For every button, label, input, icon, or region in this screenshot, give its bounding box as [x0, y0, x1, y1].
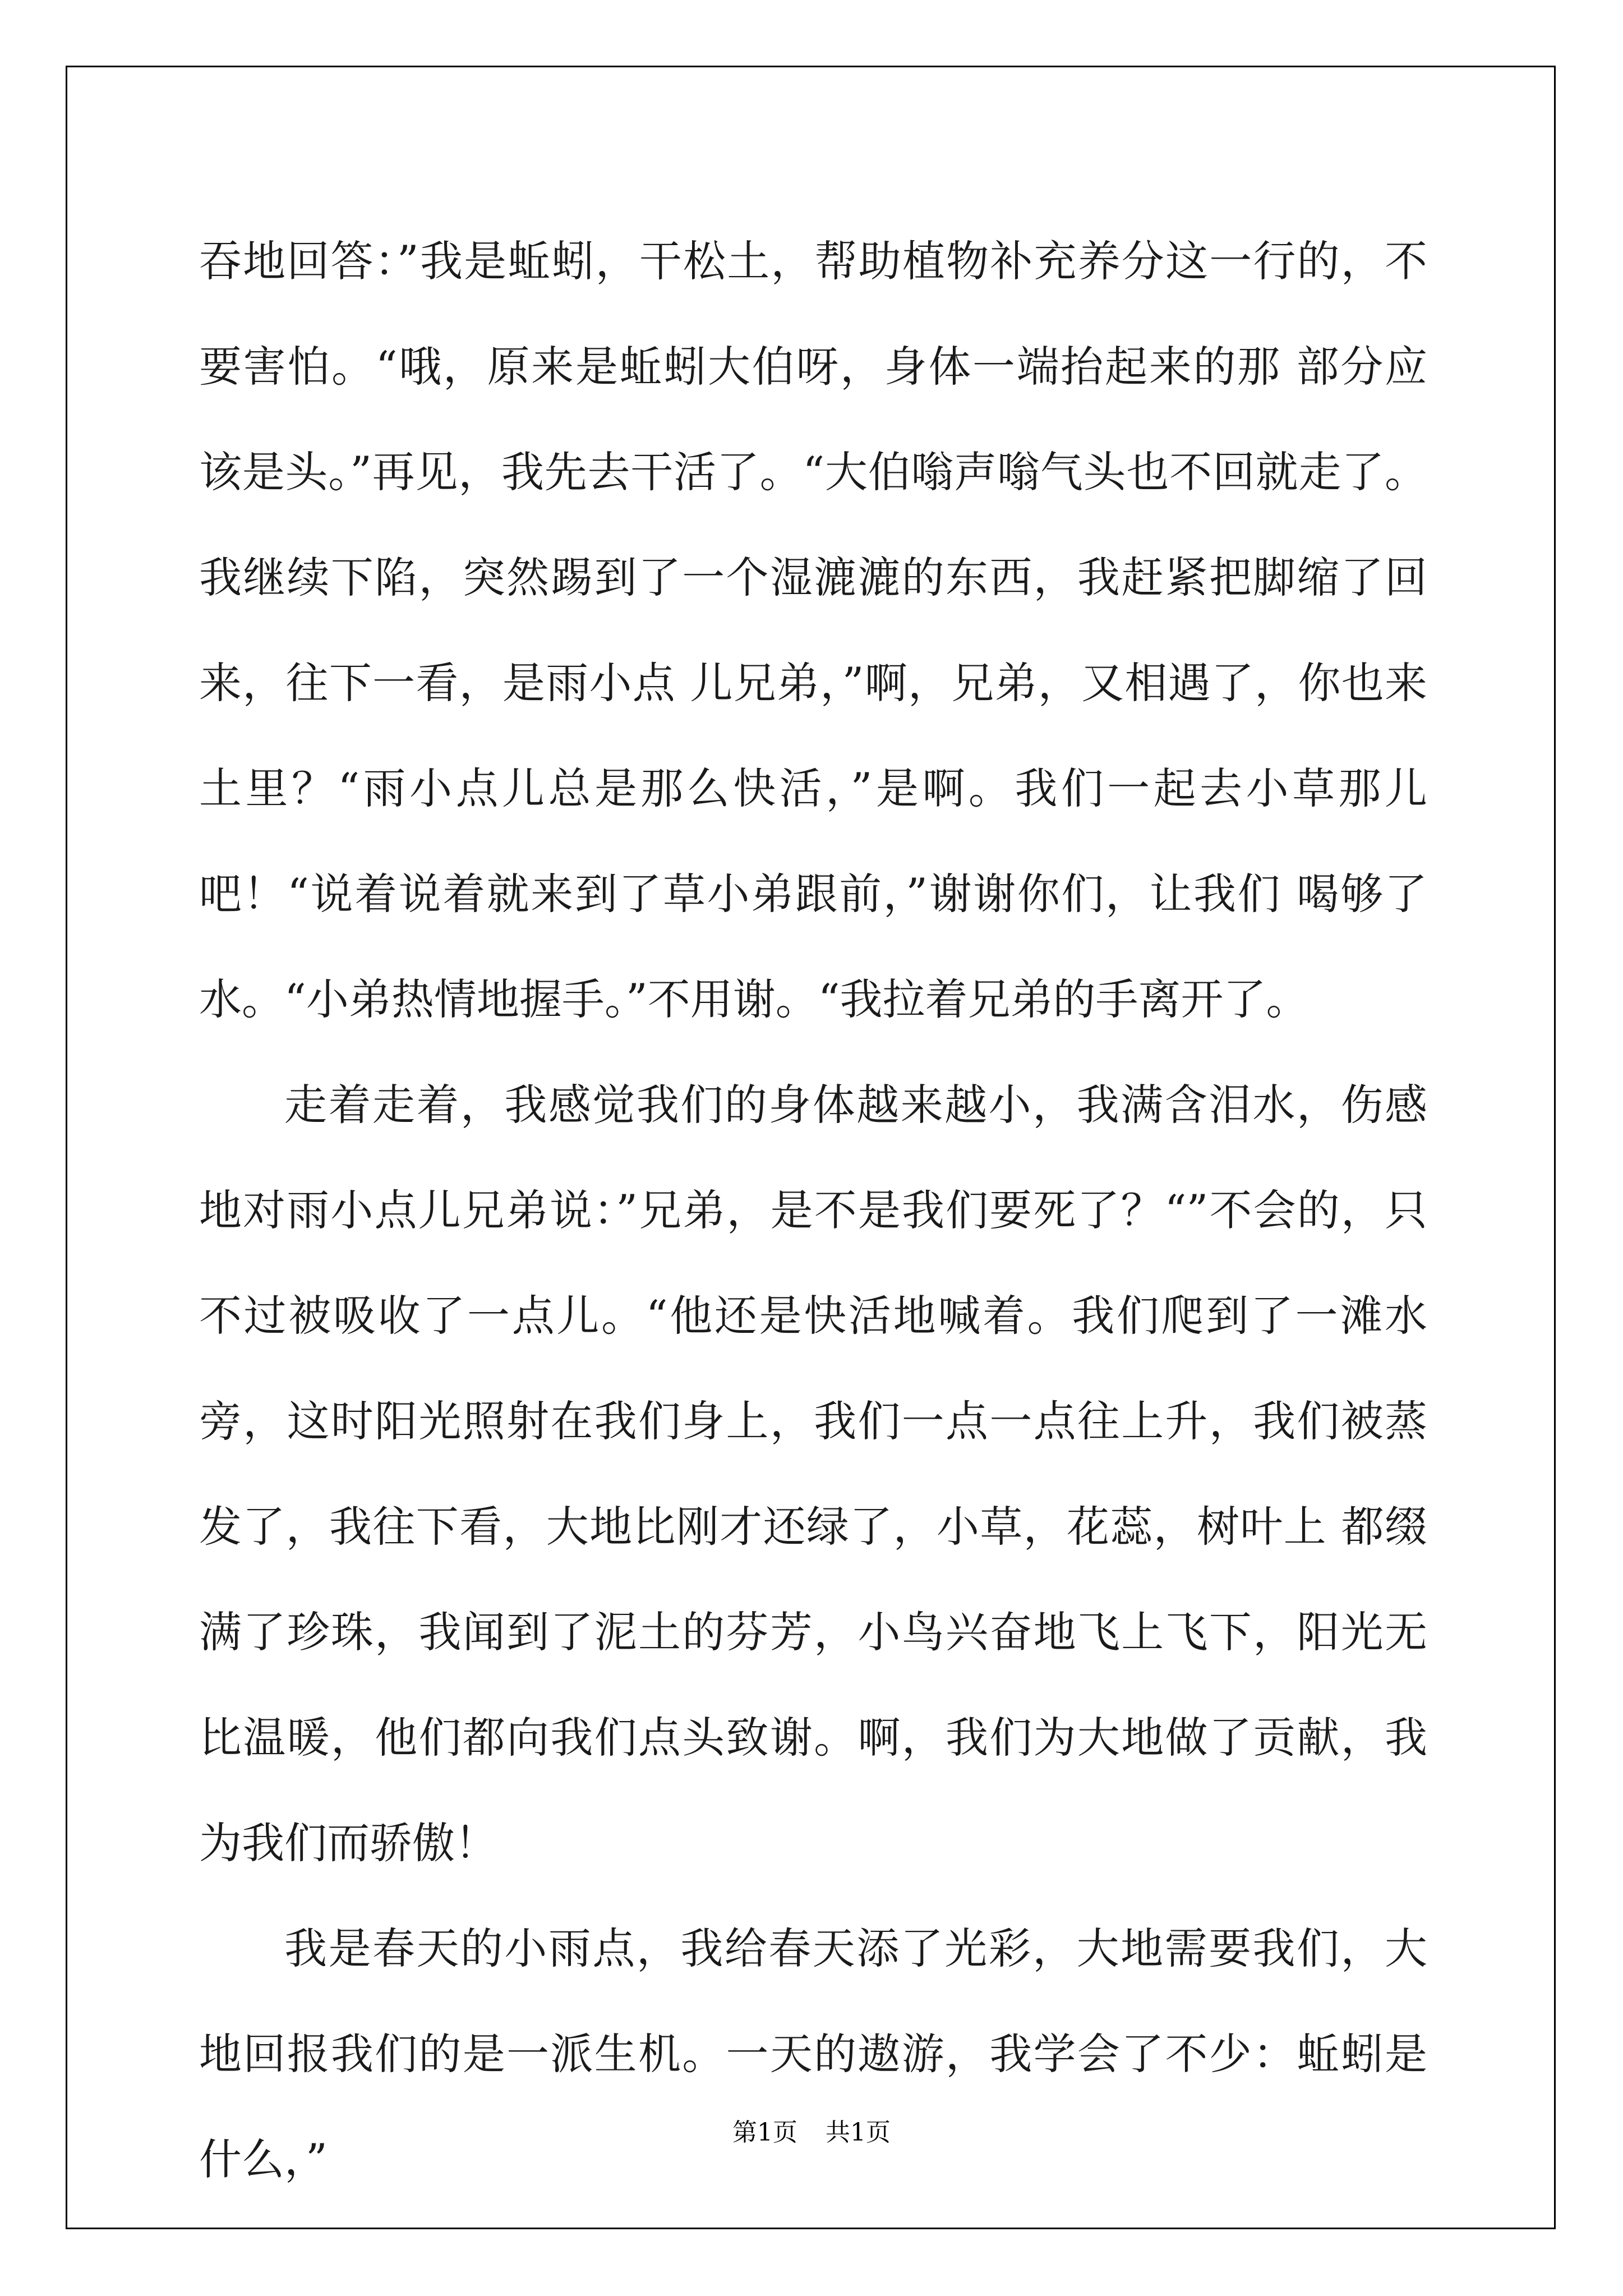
paragraph-2: 走着走着，我感觉我们的身体越来越小，我满含泪水，伤感地对雨小点儿兄弟说：”兄弟，是不是我们要死了？“”不会的，只不过被吸收了一点儿。“他还是快活地喊着。我们爬到了一滩水旁，这时阳光照射在我们身上，我们一点一点往上升，我们被蒸发了，我往下看，大地比刚才还绿了，小草，花蕊，树叶上 都缀满了珍珠，我闻到了泥土的芬芳，小鸟兴奋地飞上飞下，阳光无比温暖，他们都向我们点头致谢。啊，我们为大地做了贡献，我为我们而骄傲！: [199, 1080, 1427, 1868]
document-body: [199, 209, 1427, 2212]
page-number-current: 第1页: [732, 2118, 797, 2147]
page-number-total: 共1页: [826, 2118, 891, 2147]
page-footer: [0, 2112, 1623, 2148]
paragraph-1: 吞地回答：”我是蚯蚓，干松土，帮助植物补充养分这一行的，不要害怕。“哦，原来是蚯蚓大伯呀，身体一端抬起来的那 部分应该是头。”再见，我先去干活了。“大伯嗡声嗡气头也不回就走了。我继续下陷，突然踢到了一个湿漉漉的东西，我赶紧把脚缩了回来，往下一看，是雨小点 儿兄弟，”啊，兄弟，又相遇了，你也来土里？“雨小点儿总是那么快活，”是啊。我们一起去小草那儿吧！“说着说着就来到了草小弟跟前，”谢谢你们，让我们 喝够了水。“小弟热情地握手。”不用谢。“我拉着兄弟的手离开了。: [199, 236, 1427, 1024]
paragraph-3: 我是春天的小雨点，我给春天添了光彩，大地需要我们，大地回报我们的是一派生机。一天的遨游，我学会了不少：蚯蚓是什么，”: [199, 1924, 1427, 2184]
